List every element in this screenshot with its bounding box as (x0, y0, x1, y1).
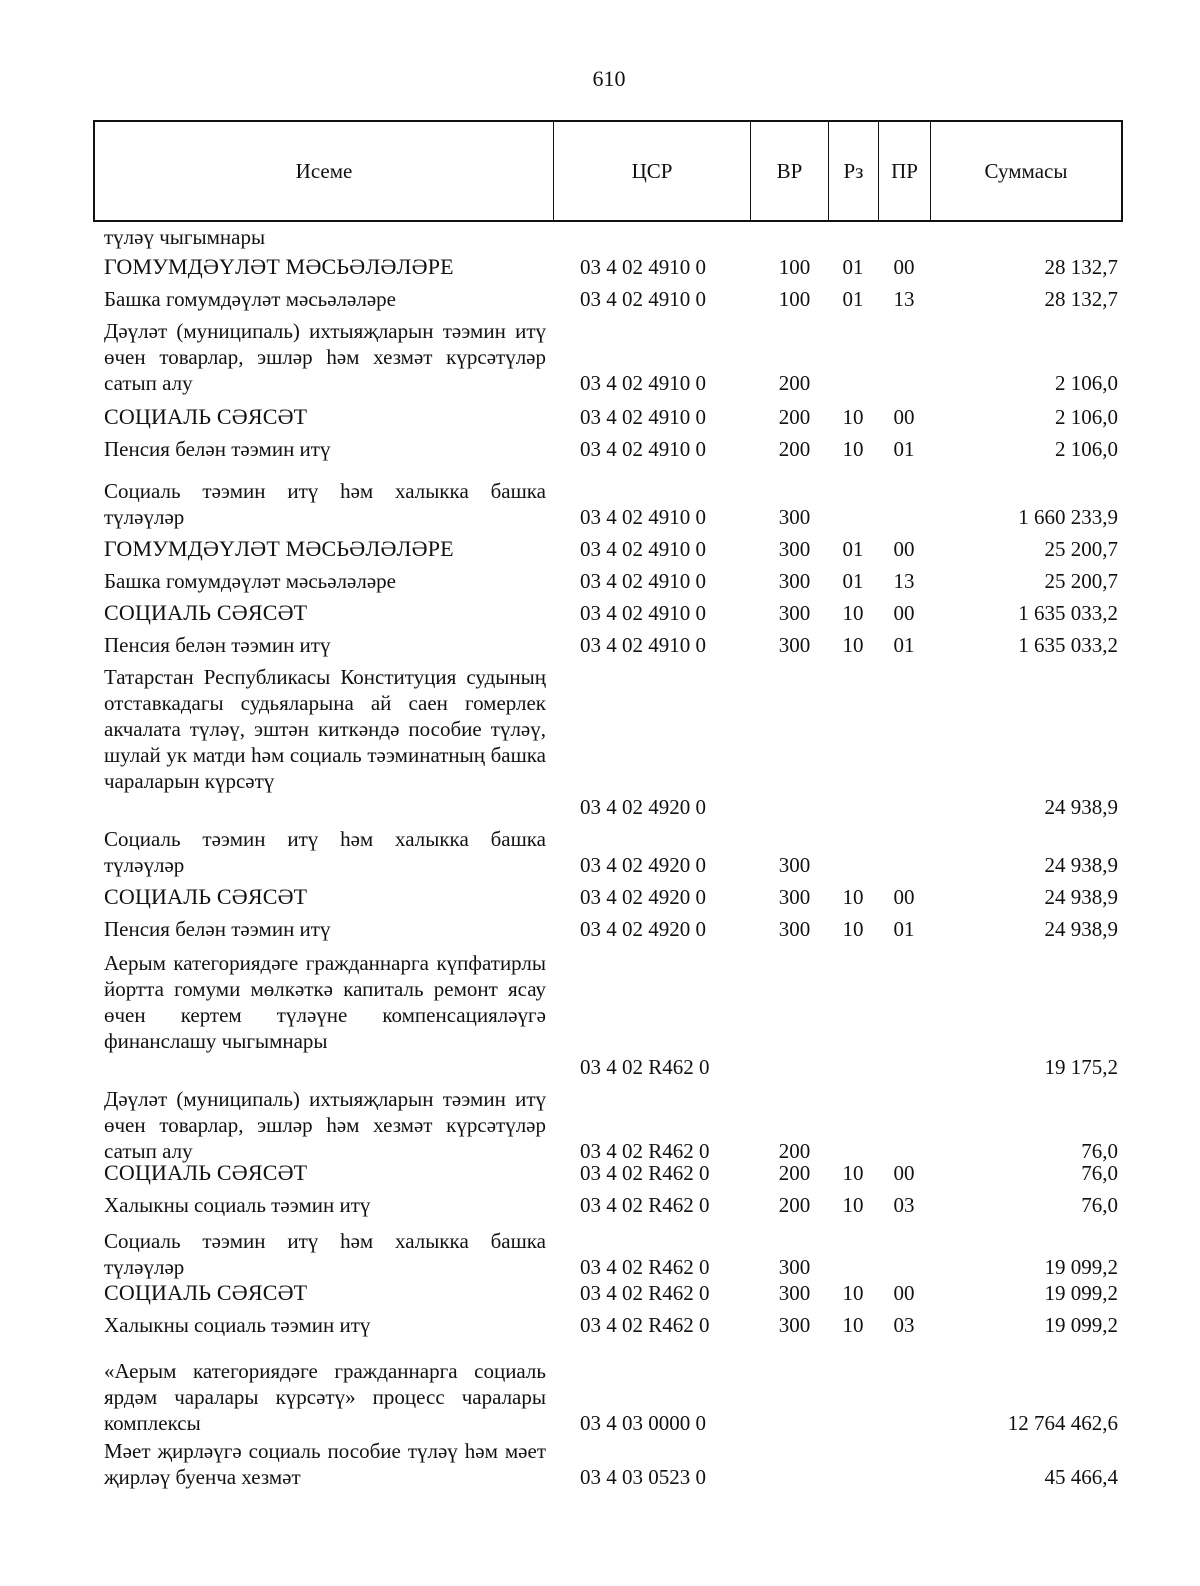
row-csr: 03 4 02 4910 0 (580, 287, 706, 311)
table-row (0, 884, 1200, 910)
row-csr: 03 4 02 4910 0 (580, 371, 706, 395)
row-sum: 12 764 462,6 (1007, 1411, 1118, 1435)
table-row (0, 436, 1200, 462)
row-sum: 25 200,7 (1044, 537, 1118, 561)
row-csr: 03 4 02 4920 0 (580, 885, 706, 909)
row-sum: 25 200,7 (1044, 569, 1118, 593)
row-csr: 03 4 02 R462 0 (580, 1193, 710, 1217)
row-sum: 19 099,2 (1044, 1281, 1118, 1305)
row-name: Башка гомумдәүләт мәсьәләләре (104, 569, 396, 593)
row-vr: 300 (778, 917, 811, 941)
row-name: Социаль тәэмин итү һәм халыкка башка түләүләр (104, 827, 546, 877)
table-row (0, 916, 1200, 942)
row-rz: 10 (842, 917, 864, 941)
row-pr: 01 (893, 917, 915, 941)
row-sum: 24 938,9 (1044, 885, 1118, 909)
row-sum: 19 099,2 (1044, 1255, 1118, 1279)
row-sum: 19 175,2 (1044, 1055, 1118, 1079)
row-rz: 01 (842, 255, 864, 279)
table-row (0, 254, 1200, 280)
row-sum: 2 106,0 (1055, 405, 1118, 429)
row-name: Мәет җирләүгә социаль пособие түләү һәм мәет җирләү буенча хезмәт (104, 1439, 546, 1489)
row-pr: 03 (893, 1313, 915, 1337)
row-rz: 10 (842, 437, 864, 461)
row-rz: 01 (842, 287, 864, 311)
row-csr: 03 4 02 R462 0 (580, 1313, 710, 1337)
header-sum: Суммасы (984, 158, 1068, 183)
row-vr: 300 (778, 1255, 811, 1279)
row-pr: 01 (893, 633, 915, 657)
header-csr: ЦСР (554, 122, 751, 220)
row-name: СОЦИАЛЬ СӘЯСӘТ (104, 600, 308, 625)
row-vr: 300 (778, 569, 811, 593)
row-csr: 03 4 02 R462 0 (580, 1281, 710, 1305)
row-pr: 13 (893, 287, 915, 311)
row-sum: 45 466,4 (1044, 1465, 1118, 1489)
row-sum: 1 635 033,2 (1018, 601, 1118, 625)
table-header (93, 120, 1123, 222)
row-sum: 24 938,9 (1044, 917, 1118, 941)
row-pr: 00 (893, 1161, 915, 1185)
row-vr: 300 (778, 537, 811, 561)
row-sum: 24 938,9 (1044, 853, 1118, 877)
row-name: СОЦИАЛЬ СӘЯСӘТ (104, 884, 308, 909)
row-csr: 03 4 02 R462 0 (580, 1139, 710, 1163)
row-name: Дәүләт (муниципаль) ихтыяҗларын тәэмин итү өчен товарлар, эшләр һәм хезмәт күрсәтүләр сатып алу (104, 319, 546, 395)
row-csr: 03 4 02 4910 0 (580, 569, 706, 593)
table-row (0, 224, 1200, 250)
table-row (0, 1228, 1200, 1280)
row-name: Пенсия белән тәэмин итү (104, 917, 331, 941)
row-csr: 03 4 02 R462 0 (580, 1161, 710, 1185)
row-vr: 300 (778, 1281, 811, 1305)
row-name: СОЦИАЛЬ СӘЯСӘТ (104, 1160, 308, 1185)
row-csr: 03 4 02 4920 0 (580, 795, 706, 819)
table-row (0, 632, 1200, 658)
row-csr: 03 4 02 4910 0 (580, 437, 706, 461)
row-csr: 03 4 03 0523 0 (580, 1465, 706, 1489)
row-name: Аерым категориядәге гражданнарга күпфатирлы йортта гомуми мөлкәткә капиталь ремонт ясау өчен кертем түләүне компенсацияләүгә финанслашу чыгымнары (104, 951, 546, 1053)
row-sum: 28 132,7 (1044, 287, 1118, 311)
row-sum: 2 106,0 (1055, 371, 1118, 395)
row-csr: 03 4 02 4920 0 (580, 917, 706, 941)
row-vr: 200 (778, 1193, 811, 1217)
row-rz: 10 (842, 885, 864, 909)
table-row (0, 600, 1200, 626)
row-vr: 300 (778, 505, 811, 529)
row-pr: 13 (893, 569, 915, 593)
row-vr: 100 (778, 255, 811, 279)
table-row (0, 664, 1200, 820)
row-csr: 03 4 02 4910 0 (580, 537, 706, 561)
row-vr: 300 (778, 601, 811, 625)
table-row (0, 826, 1200, 878)
row-csr: 03 4 02 R462 0 (580, 1055, 710, 1079)
row-csr: 03 4 02 4910 0 (580, 505, 706, 529)
row-name: Татарстан Республикасы Конституция судының отставкадагы судьяларына ай саен гомерлек акчалата түләү, эштән киткәндә пособие түләү, шулай ук матди һәм социаль тәэминатның башка чараларын күрсәтү (104, 665, 546, 793)
row-name: Башка гомумдәүләт мәсьәләләре (104, 287, 396, 311)
row-sum: 19 099,2 (1044, 1313, 1118, 1337)
row-sum: 76,0 (1081, 1139, 1118, 1163)
row-name: ГОМУМДӘҮЛӘТ МӘСЬӘЛӘЛӘРЕ (104, 536, 454, 561)
row-name: «Аерым категориядәге гражданнарга социаль ярдәм чаралары күрсәтү» процесс чаралары комплексы (104, 1359, 546, 1435)
table-row (0, 1160, 1200, 1186)
table-row (0, 1438, 1200, 1490)
row-rz: 10 (842, 1313, 864, 1337)
row-vr: 200 (778, 437, 811, 461)
row-sum: 76,0 (1081, 1193, 1118, 1217)
header-vr: ВР (751, 122, 829, 220)
row-vr: 200 (778, 1161, 811, 1185)
row-vr: 200 (778, 405, 811, 429)
table-row (0, 1358, 1200, 1436)
row-pr: 00 (893, 405, 915, 429)
row-vr: 200 (778, 371, 811, 395)
page-number: 610 (592, 66, 626, 91)
row-name: Дәүләт (муниципаль) ихтыяҗларын тәэмин итү өчен товарлар, эшләр һәм хезмәт күрсәтүләр сатып алу (104, 1087, 546, 1163)
row-pr: 00 (893, 1281, 915, 1305)
row-rz: 10 (842, 1193, 864, 1217)
row-csr: 03 4 03 0000 0 (580, 1411, 706, 1435)
row-sum: 24 938,9 (1044, 795, 1118, 819)
row-csr: 03 4 02 R462 0 (580, 1255, 710, 1279)
row-vr: 200 (778, 1139, 811, 1163)
row-name: СОЦИАЛЬ СӘЯСӘТ (104, 404, 308, 429)
row-csr: 03 4 02 4910 0 (580, 255, 706, 279)
row-vr: 300 (778, 885, 811, 909)
row-sum: 1 635 033,2 (1018, 633, 1118, 657)
row-rz: 10 (842, 1161, 864, 1185)
row-name: Халыкны социаль тәэмин итү (104, 1313, 371, 1337)
header-name: Исеме (95, 122, 554, 220)
table-row (0, 568, 1200, 594)
row-vr: 300 (778, 1313, 811, 1337)
row-rz: 10 (842, 1281, 864, 1305)
table-row (0, 1312, 1200, 1338)
row-sum: 28 132,7 (1044, 255, 1118, 279)
row-rz: 10 (842, 601, 864, 625)
row-rz: 01 (842, 569, 864, 593)
row-csr: 03 4 02 4920 0 (580, 853, 706, 877)
header-rz: Рз (829, 122, 879, 220)
row-pr: 00 (893, 255, 915, 279)
row-name: Пенсия белән тәэмин итү (104, 633, 331, 657)
row-sum: 1 660 233,9 (1018, 505, 1118, 529)
row-name: Социаль тәэмин итү һәм халыкка башка түләүләр (104, 479, 546, 529)
table-row (0, 1280, 1200, 1306)
row-sum: 2 106,0 (1055, 437, 1118, 461)
row-name: ГОМУМДӘҮЛӘТ МӘСЬӘЛӘЛӘРЕ (104, 254, 454, 279)
table-row (0, 1192, 1200, 1218)
row-rz: 10 (842, 405, 864, 429)
table-row (0, 950, 1200, 1080)
row-rz: 01 (842, 537, 864, 561)
row-rz: 10 (842, 633, 864, 657)
table-row (0, 286, 1200, 312)
row-pr: 00 (893, 601, 915, 625)
row-pr: 00 (893, 537, 915, 561)
row-name: Социаль тәэмин итү һәм халыкка башка түләүләр (104, 1229, 546, 1279)
row-pr: 03 (893, 1193, 915, 1217)
table-row (0, 1086, 1200, 1164)
row-vr: 300 (778, 633, 811, 657)
row-csr: 03 4 02 4910 0 (580, 633, 706, 657)
row-name: Пенсия белән тәэмин итү (104, 437, 331, 461)
row-pr: 00 (893, 885, 915, 909)
row-csr: 03 4 02 4910 0 (580, 601, 706, 625)
table-row (0, 404, 1200, 430)
row-vr: 300 (778, 853, 811, 877)
row-name: Халыкны социаль тәэмин итү (104, 1193, 371, 1217)
row-pr: 01 (893, 437, 915, 461)
table-row (0, 536, 1200, 562)
row-name: СОЦИАЛЬ СӘЯСӘТ (104, 1280, 308, 1305)
row-name: түләү чыгымнары (104, 225, 266, 249)
row-csr: 03 4 02 4910 0 (580, 405, 706, 429)
row-vr: 100 (778, 287, 811, 311)
table-row (0, 478, 1200, 530)
header-pr: ПР (879, 122, 931, 220)
table-row (0, 318, 1200, 396)
row-sum: 76,0 (1081, 1161, 1118, 1185)
